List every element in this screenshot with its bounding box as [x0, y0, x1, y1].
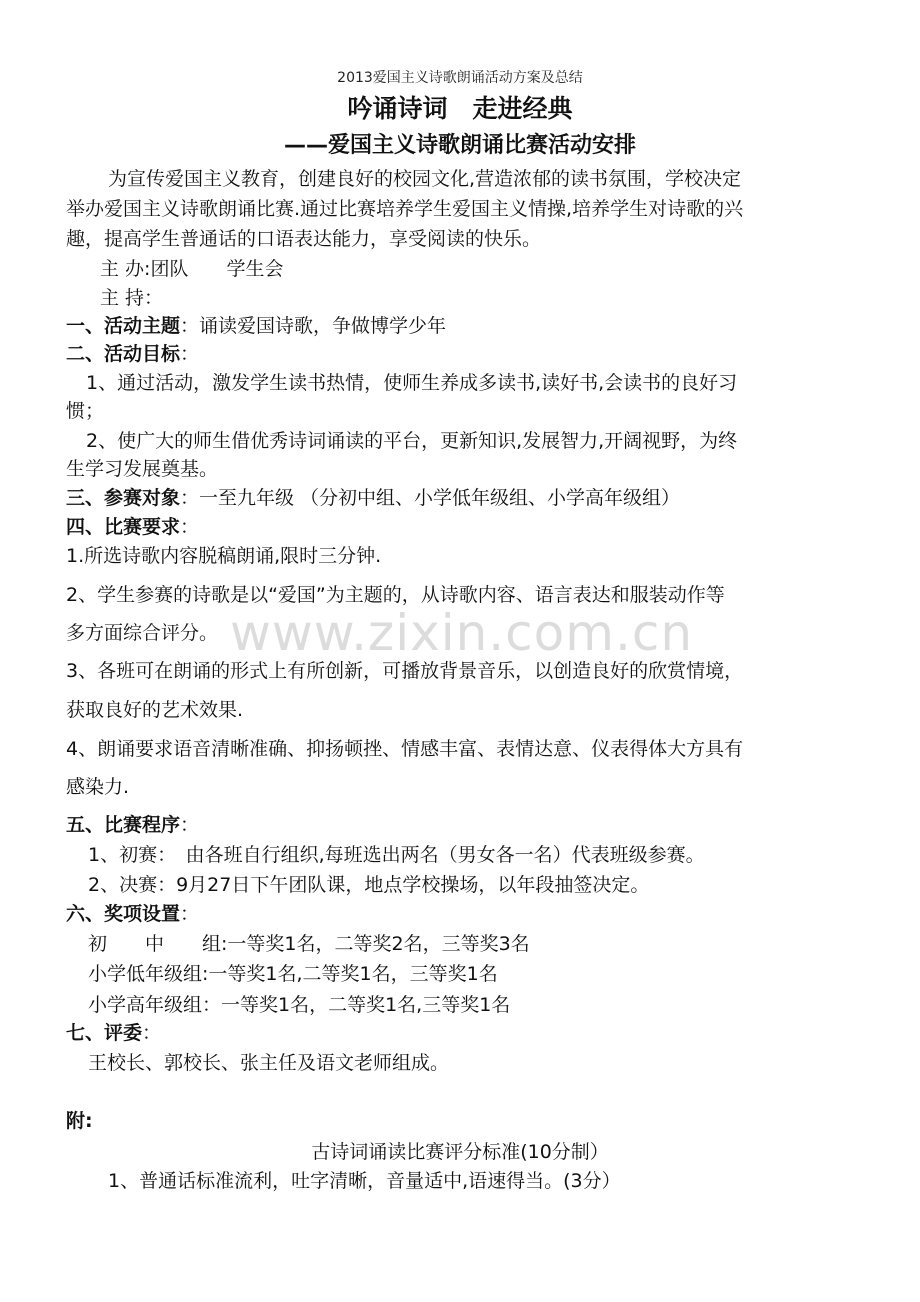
section-goals-heading: 二、活动目标	[66, 343, 181, 365]
section-judges-colon: ：	[142, 1022, 162, 1044]
watermark: www.zixin.com.cn	[230, 604, 694, 662]
goal-line-3: 2、使广大的师生借优秀诗词诵读的平台，更新知识,发展智力,开阔视野，为终	[86, 430, 738, 452]
section-theme-heading: 一、活动主题	[66, 315, 181, 337]
page-title: 吟诵诗词 走进经典	[347, 94, 573, 123]
goal-line-2: 惯；	[66, 400, 105, 422]
section-requirements	[66, 512, 860, 542]
page-subtitle: ——爱国主义诗歌朗诵比赛活动安排	[283, 133, 636, 158]
host-line: 主 持：	[100, 287, 164, 309]
award-line-primary-low: 小学低年级组:一等奖1名,二等奖1名，三等奖1名	[88, 963, 498, 985]
section-participants-text: ：一至九年级 （分初中组、小学低年级组、小学高年级组）	[180, 487, 681, 509]
organizer-line: 主 办:团队 学生会	[100, 258, 284, 280]
judges-line: 王校长、郭校长、张主任及语文老师组成。	[88, 1052, 450, 1074]
award-line-primary-high: 小学高年级组：一等奖1名，二等奖1名,三等奖1名	[88, 994, 511, 1016]
section-theme-text: ：诵读爱国诗歌，争做博学少年	[180, 315, 447, 337]
appendix-label: 附:	[66, 1110, 93, 1132]
section-judges	[66, 1018, 860, 1048]
section-theme	[66, 311, 860, 341]
goal-line-1: 1、通过活动，激发学生读书热情，使师生养成多读书,读好书,会读书的良好习	[86, 372, 738, 394]
procedure-line-1: 1、初赛： 由各班自行组织,每班选出两名（男女各一名）代表班级参赛。	[88, 844, 705, 866]
requirement-line-6: 4、朗诵要求语音清晰准确、抑扬顿挫、情感丰富、表情达意、仪表得体大方具有	[66, 738, 744, 760]
requirement-line-5: 获取良好的艺术效果.	[66, 699, 244, 721]
intro-line-3: 趣，提高学生普通话的口语表达能力，享受阅读的快乐。	[66, 228, 542, 250]
requirement-line-3: 多方面综合评分。	[66, 622, 219, 644]
section-requirements-colon: ：	[180, 516, 200, 538]
requirement-line-1: 1.所选诗歌内容脱稿朗诵,限时三分钟.	[66, 545, 382, 567]
section-procedure	[66, 810, 860, 840]
requirement-line-7: 感染力.	[66, 776, 130, 798]
section-goals-colon: ：	[180, 343, 200, 365]
intro-line-2: 举办爱国主义诗歌朗诵比赛.通过比赛培养学生爱国主义情操,培养学生对诗歌的兴	[66, 198, 744, 220]
intro-line-1: 为宣传爱国主义教育，创建良好的校园文化,营造浓郁的读书氛围，学校决定	[108, 168, 742, 190]
section-procedure-heading: 五、比赛程序	[66, 814, 181, 836]
section-goals	[66, 339, 860, 369]
section-awards-colon: ：	[180, 903, 200, 925]
requirement-line-2: 2、学生参赛的诗歌是以“爱国”为主题的，从诗歌内容、语言表达和服装动作等	[66, 584, 725, 606]
section-participants-heading: 三、参赛对象	[66, 487, 181, 509]
goal-line-4: 生学习发展奠基。	[66, 458, 219, 480]
section-awards	[66, 899, 860, 929]
award-line-junior: 初 中 组:一等奖1名，二等奖2名，三等奖3名	[88, 933, 530, 955]
section-judges-heading: 七、评委	[66, 1022, 143, 1044]
section-requirements-heading: 四、比赛要求	[66, 516, 181, 538]
section-awards-heading: 六、奖项设置	[66, 903, 181, 925]
section-procedure-colon: ：	[180, 814, 200, 836]
procedure-line-2: 2、决赛：9月27日下午团队课，地点学校操场，以年段抽签决定。	[88, 874, 650, 896]
criteria-title: 古诗词诵读比赛评分标准(10分制）	[311, 1141, 609, 1163]
criteria-line-1: 1、普通话标准流利，吐字清晰，音量适中,语速得当。(3分）	[108, 1170, 621, 1192]
requirement-line-4: 3、各班可在朗诵的形式上有所创新，可播放背景音乐，以创造良好的欣赏情境，	[66, 660, 744, 682]
document-header: 2013爱国主义诗歌朗诵活动方案及总结	[337, 70, 583, 86]
section-participants	[66, 483, 860, 513]
